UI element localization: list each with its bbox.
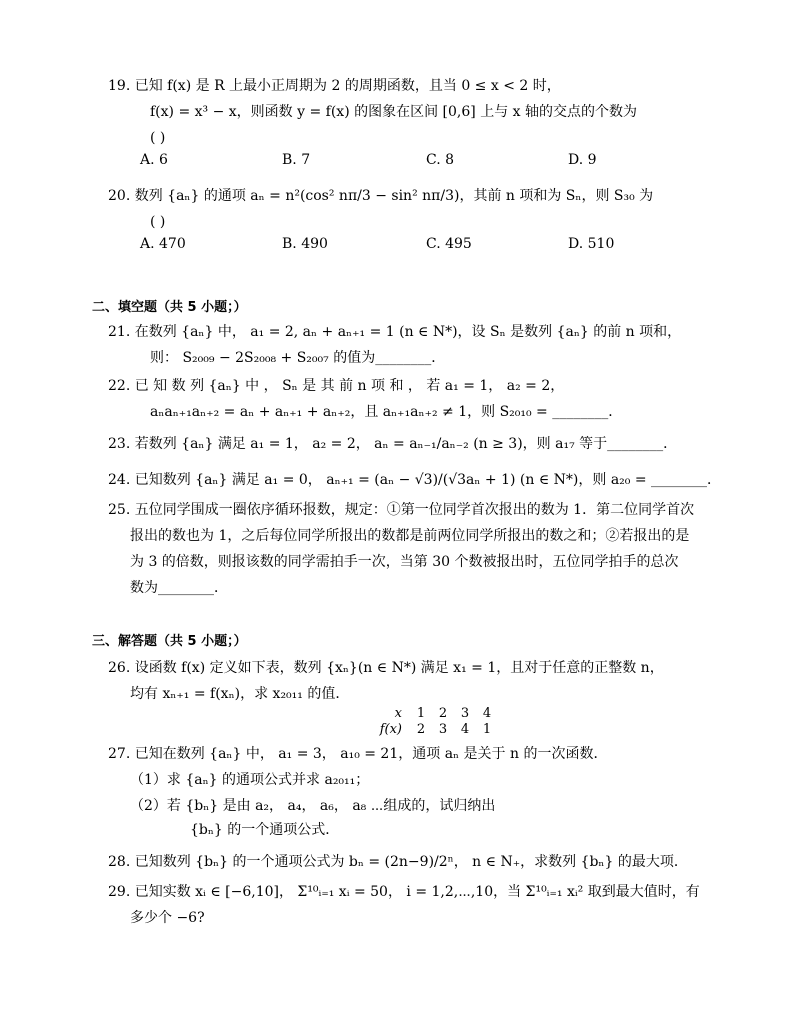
- q20-line2: ( ): [150, 214, 166, 230]
- q20-option-a: A. 470: [140, 236, 186, 252]
- function-table: [372, 706, 498, 738]
- q24-line1: 24. 已知数列 {aₙ} 满足 a₁ = 0， aₙ₊₁ = (aₙ − √3)/(√3aₙ + 1) (n ∈ N*)，则 a₂₀ = ________．: [108, 472, 722, 488]
- q19-option-d: D. 9: [568, 152, 597, 168]
- q25-line2: 报出的数也为 1，之后每位同学所报出的数都是前两位同学所报出的数之和；②若报出的是: [130, 528, 690, 544]
- section-fill-in-title: 二、填空题（共 5 小题；）: [92, 300, 247, 315]
- table-cell: 3: [438, 722, 448, 737]
- q20-option-c: C. 495: [426, 236, 472, 252]
- q27-part1: （1）求 {aₙ} 的通项公式并求 a₂₀₁₁；: [130, 772, 370, 788]
- q25-line1: 25. 五位同学围成一圈依序循环报数，规定：①第一位同学首次报出的数为 1．第二位同学首次: [108, 502, 695, 518]
- q21-line1: 21. 在数列 {aₙ} 中， a₁ = 2, aₙ + aₙ₊₁ = 1 (n ∈ N*)，设 Sₙ 是数列 {aₙ} 的前 n 项和，: [108, 324, 682, 340]
- q19-option-a: A. 6: [140, 152, 168, 168]
- q26-line1: 26. 设函数 f(x) 定义如下表，数列 {xₙ}(n ∈ N*) 满足 x₁ = 1，且对于任意的正整数 n，: [108, 660, 664, 676]
- q29-line1: 29. 已知实数 xᵢ ∈ [−6,10]， Σ¹⁰ᵢ₌₁ xᵢ = 50， i = 1,2,⋯,10，当 Σ¹⁰ᵢ₌₁ xᵢ² 取到最大值时，有: [108, 884, 700, 900]
- q25-line3: 为 3 的倍数，则报该数的同学需拍手一次，当第 30 个数被报出时，五位同学拍手的总次: [130, 554, 679, 570]
- table-cell: 1: [416, 706, 426, 721]
- table-cell: 4: [482, 706, 492, 721]
- table-cell: 4: [460, 722, 470, 737]
- table-row-x: [372, 706, 498, 722]
- q20-option-b: B. 490: [282, 236, 328, 252]
- q25-line4: 数为________．: [130, 580, 228, 596]
- q19-option-b: B. 7: [282, 152, 311, 168]
- section-answer-title: 三、解答题（共 5 小题；）: [92, 634, 247, 649]
- q19-line1: 19. 已知 f(x) 是 R 上最小正周期为 2 的周期函数，且当 0 ≤ x < 2 时，: [108, 78, 561, 94]
- q28-line1: 28. 已知数列 {bₙ} 的一个通项公式为 bₙ = (2n−9)/2ⁿ， n ∈ N₊，求数列 {bₙ} 的最大项．: [108, 854, 688, 870]
- table-cell: 3: [460, 706, 470, 721]
- q26-line2: 均有 xₙ₊₁ = f(xₙ)，求 x₂₀₁₁ 的值．: [130, 686, 350, 702]
- q27-part2b: {bₙ} 的一个通项公式．: [190, 822, 340, 838]
- q19-option-c: C. 8: [426, 152, 455, 168]
- table-row-fx: [372, 722, 498, 738]
- q21-line2: 则： S₂₀₀₉ − 2S₂₀₀₈ + S₂₀₀₇ 的值为________．: [150, 350, 446, 366]
- q27-part2: （2）若 {bₙ} 是由 a₂， a₄， a₆， a₈ ⋯组成的，试归纳出: [130, 798, 496, 814]
- table-fx-label: f(x): [379, 722, 402, 737]
- q20-line1: 20. 数列 {aₙ} 的通项 aₙ = n²(cos² nπ/3 − sin² nπ/3)，其前 n 项和为 Sₙ，则 S₃₀ 为: [108, 188, 654, 204]
- q27-line1: 27. 已知在数列 {aₙ} 中， a₁ = 3， a₁₀ = 21，通项 aₙ 是关于 n 的一次函数．: [108, 746, 608, 762]
- table-cell: 1: [482, 722, 492, 737]
- q29-line2: 多少个 −6?: [130, 910, 205, 926]
- q20-option-d: D. 510: [568, 236, 615, 252]
- table-x-label: x: [394, 706, 402, 721]
- q19-line3: ( ): [150, 130, 166, 146]
- table-cell: 2: [416, 722, 426, 737]
- q22-line1: 22. 已 知 数 列 {aₙ} 中 ， Sₙ 是 其 前 n 项 和 ， 若 a₁ = 1， a₂ = 2，: [108, 378, 565, 394]
- q22-line2: aₙaₙ₊₁aₙ₊₂ = aₙ + aₙ₊₁ + aₙ₊₂，且 aₙ₊₁aₙ₊₂ ≠ 1，则 S₂₀₁₀ = ________．: [150, 404, 623, 420]
- table-cell: 2: [438, 706, 448, 721]
- q23-line1: 23. 若数列 {aₙ} 满足 a₁ = 1， a₂ = 2， aₙ = aₙ₋₁/aₙ₋₂ (n ≥ 3)，则 a₁₇ 等于________．: [108, 436, 678, 452]
- q19-line2: f(x) = x³ − x，则函数 y = f(x) 的图象在区间 [0,6] 上与 x 轴的交点的个数为: [150, 104, 637, 120]
